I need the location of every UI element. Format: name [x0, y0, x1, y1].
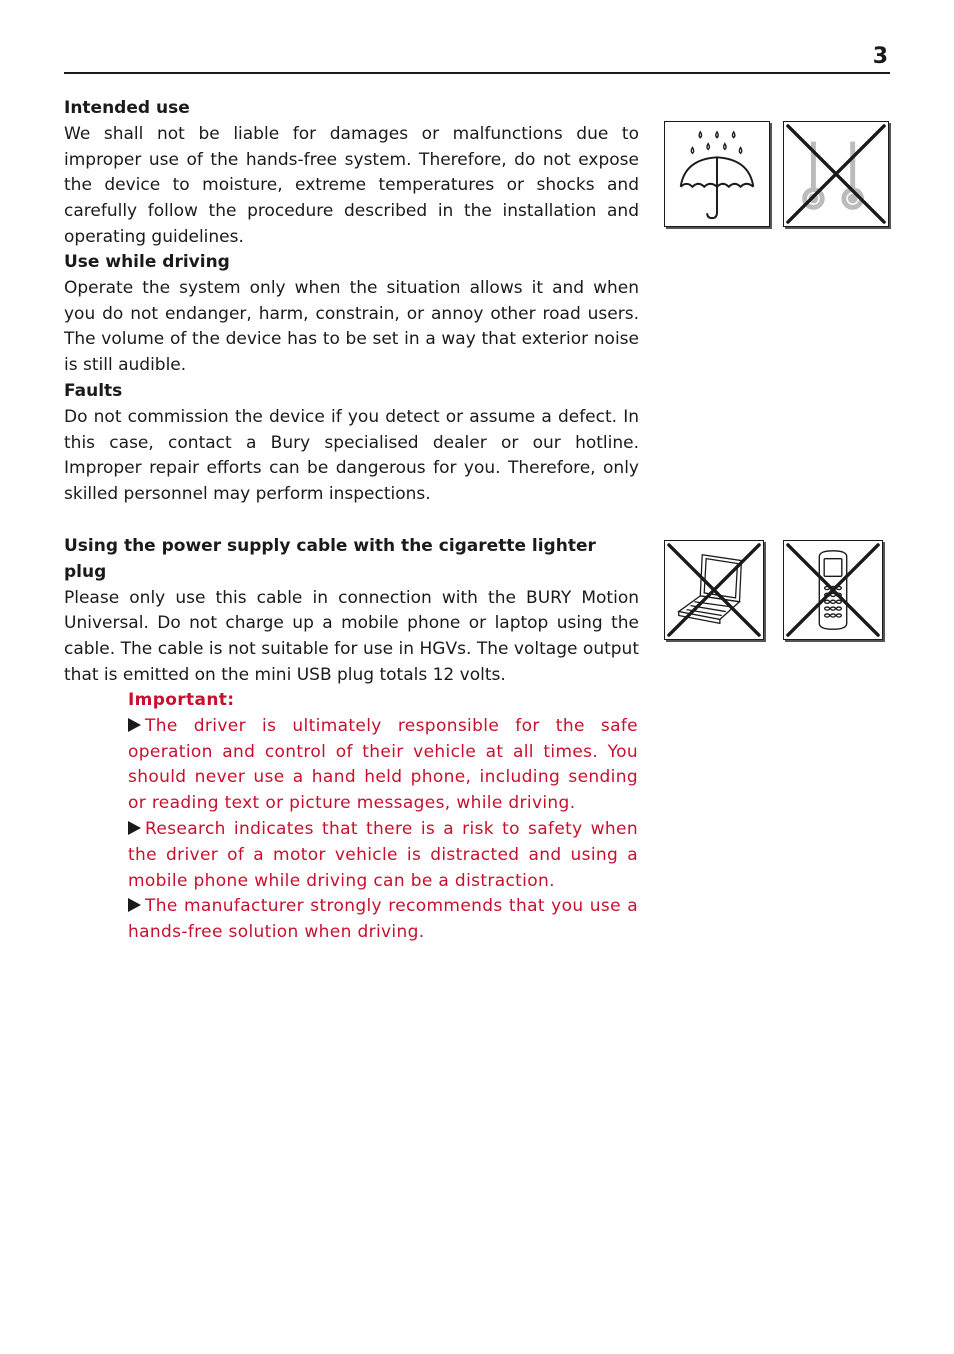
bullet-arrow-icon — [128, 898, 141, 912]
bullet-arrow-icon — [128, 821, 141, 835]
section-use-while-driving — [64, 250, 639, 379]
section-body: Do not commission the device if you detect or assume a defect. In this case, contact a Bury specialised dealer or our hotline. Improper repair efforts can be dangerous for you. Therefore, only skilled personnel may perform inspections. — [64, 406, 639, 505]
bullet-arrow-icon — [128, 718, 141, 732]
important-heading: Important: — [128, 690, 235, 710]
important-bullet-text: The manufacturer strongly recommends that you use a hands-free solution when driving. — [128, 896, 638, 943]
thermometer-crossed-icon — [783, 121, 889, 227]
laptop-crossed-icon — [664, 540, 764, 640]
section-heading: Use while driving — [64, 252, 230, 272]
page-number: 3 — [872, 44, 888, 69]
section-body: Please only use this cable in connection with the BURY Motion Universal. Do not charge up a mobile phone or laptop using the cable. The cable is not suitable for use in HGVs. The voltage output that is emitted on the mini USB plug totals 12 volts. — [64, 587, 639, 685]
section-heading: Faults — [64, 381, 123, 401]
section-faults — [64, 379, 639, 508]
header-rule — [64, 72, 890, 74]
section-body: Operate the system only when the situation allows it and when you do not endanger, harm, constrain, or annoy other road users. The volume of the device has to be set in a way that exterior noise is still audible. — [64, 277, 639, 376]
section-body: We shall not be liable for damages or malfunctions due to improper use of the hands-free system. Therefore, do not expose the device to moisture, extreme temperatures or shocks and carefully follow the procedure described in the installation and operating guidelines. — [64, 123, 639, 247]
section-heading: Using the power supply cable with the cigarette lighter plug — [64, 536, 596, 582]
umbrella-rain-icon — [664, 121, 770, 227]
important-bullet — [128, 894, 638, 946]
section-intended-use — [64, 96, 639, 251]
important-bullet-text: The driver is ultimately responsible for the safe operation and control of their vehicle at all times. You should never use a hand held phone, including sending or reading text or picture messages, while driving. — [128, 715, 638, 814]
important-bullet — [128, 817, 638, 894]
important-notice — [128, 688, 638, 946]
section-power-supply-cable — [64, 534, 639, 689]
important-bullet — [128, 714, 638, 817]
mobile-phone-crossed-icon — [783, 540, 883, 640]
section-heading: Intended use — [64, 98, 190, 118]
important-bullet-text: Research indicates that there is a risk to safety when the driver of a motor vehicle is distracted and using a mobile phone while driving can be a distraction. — [128, 818, 638, 891]
